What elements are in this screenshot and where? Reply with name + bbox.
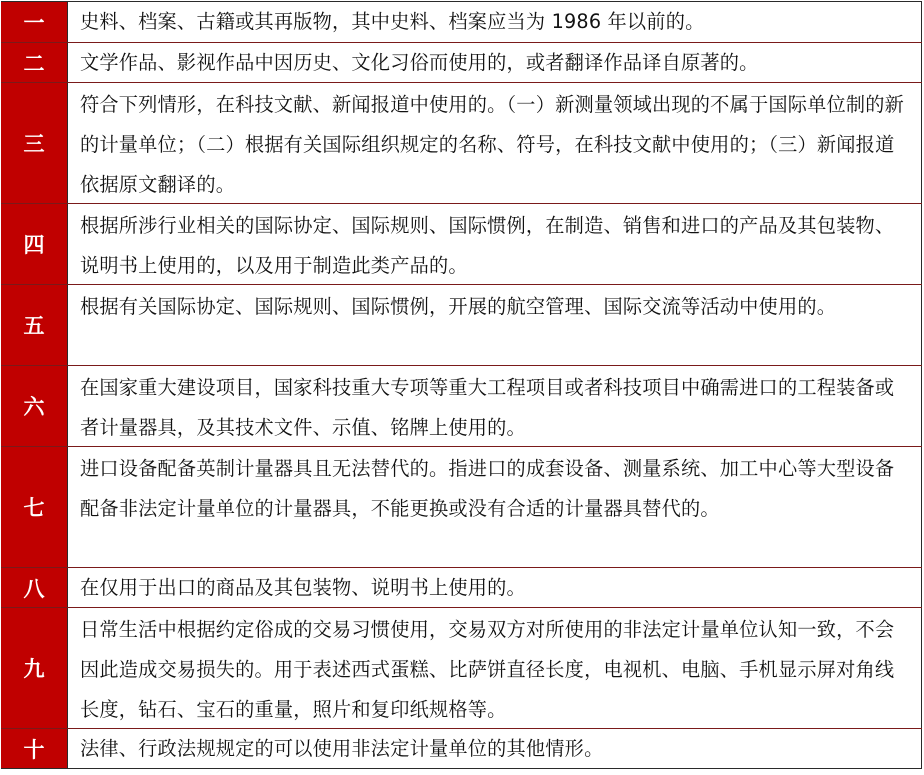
row-number: 五 [1,285,68,365]
table-row [1,42,922,82]
table-row [1,607,922,728]
row-number: 一 [1,2,68,42]
row-number: 九 [1,608,68,728]
exceptions-table [1,1,922,769]
row-text: 在仅用于出口的商品及其包装物、说明书上使用的。 [68,568,922,607]
row-number: 四 [1,204,68,284]
row-number: 二 [1,43,68,82]
table-row [1,365,922,446]
row-text: 日常生活中根据约定俗成的交易习惯使用，交易双方对所使用的非法定计量单位认知一致，不会因此造成交易损失的。用于表述西式蛋糕、比萨饼直径长度，电视机、电脑、手机显示屏对角线长度，钻石、宝石的重量，照片和复印纸规格等。 [68,608,922,728]
row-text: 根据所涉行业相关的国际协定、国际规则、国际惯例，在制造、销售和进口的产品及其包装物、说明书上使用的，以及用于制造此类产品的。 [68,204,922,284]
table-row [1,82,922,203]
row-text: 史料、档案、古籍或其再版物，其中史料、档案应当为 1986 年以前的。 [68,2,922,42]
row-text: 进口设备配备英制计量器具且无法替代的。指进口的成套设备、测量系统、加工中心等大型设备配备非法定计量单位的计量器具，不能更换或没有合适的计量器具替代的。 [68,447,922,567]
row-number: 三 [1,83,68,203]
table-row [1,446,922,567]
row-number: 八 [1,568,68,607]
table-row [1,2,922,42]
row-number: 七 [1,447,68,567]
row-text: 文学作品、影视作品中因历史、文化习俗而使用的，或者翻译作品译自原著的。 [68,43,922,82]
row-text: 根据有关国际协定、国际规则、国际惯例，开展的航空管理、国际交流等活动中使用的。 [68,285,922,365]
table-row [1,203,922,284]
row-number: 十 [1,729,68,768]
table-row [1,728,922,768]
row-text: 在国家重大建设项目，国家科技重大专项等重大工程项目或者科技项目中确需进口的工程装备或者计量器具，及其技术文件、示值、铭牌上使用的。 [68,366,922,446]
row-text: 法律、行政法规规定的可以使用非法定计量单位的其他情形。 [68,729,922,768]
row-number: 六 [1,366,68,446]
row-text: 符合下列情形，在科技文献、新闻报道中使用的。（一）新测量领域出现的不属于国际单位制的新的计量单位；（二）根据有关国际组织规定的名称、符号，在科技文献中使用的；（三）新闻报道依据原文翻译的。 [68,83,922,203]
table-row [1,284,922,365]
table-row [1,567,922,607]
